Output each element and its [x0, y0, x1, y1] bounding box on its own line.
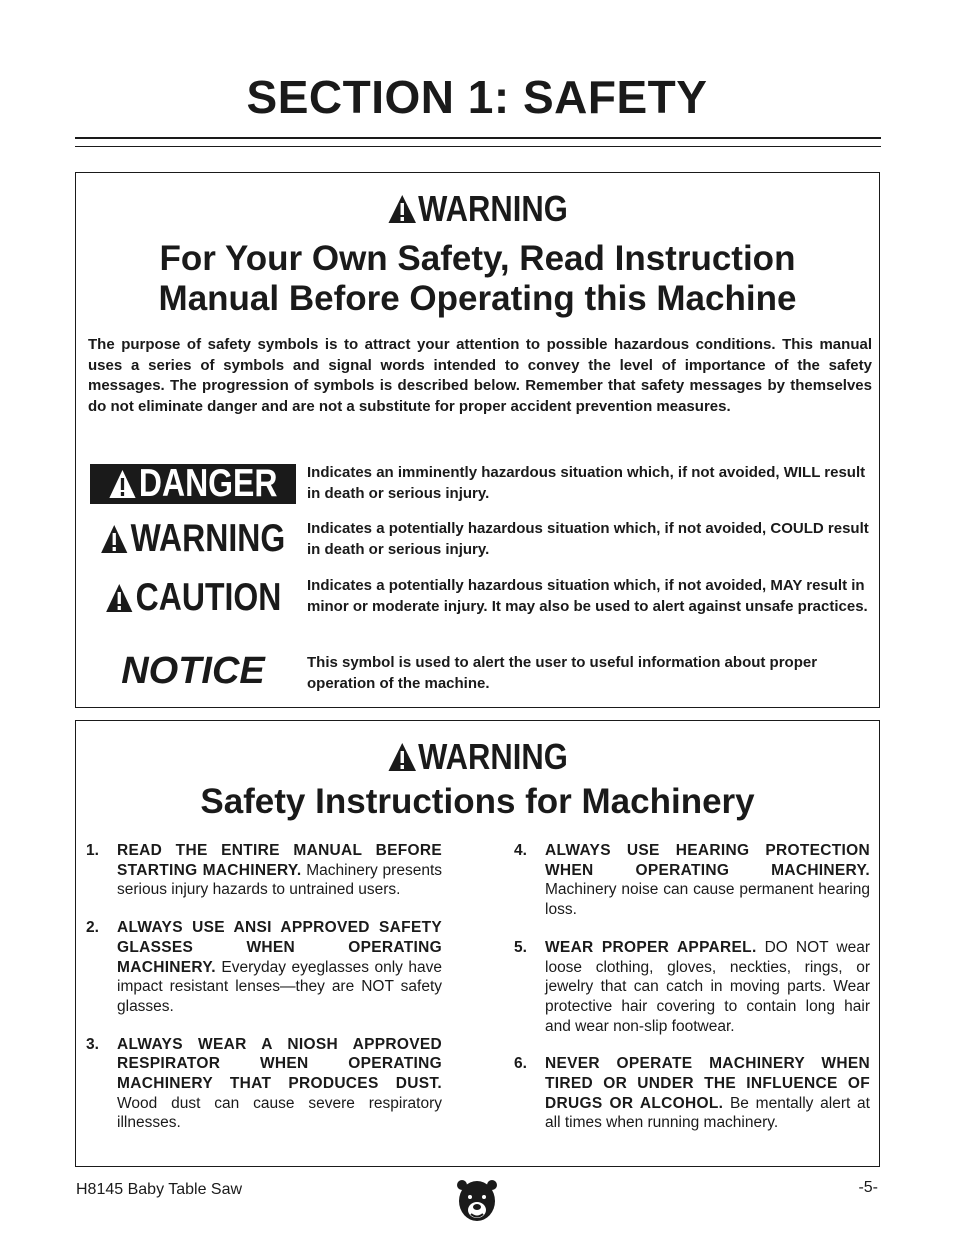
- caution-label-text: CAUTION: [135, 576, 282, 619]
- danger-triangle-icon: [109, 469, 137, 499]
- safety-symbols-box: [75, 172, 880, 708]
- warning-label-text: WARNING: [130, 517, 286, 560]
- item-heading: ALWAYS WEAR A NIOSH APPROVED RESPIRATOR WHEN OPERATING MACHINERY THAT PRODUCES DUST.: [117, 1035, 442, 1093]
- warning-heading-text: WARNING: [418, 188, 568, 229]
- item-number: 4.: [514, 842, 527, 859]
- list-item: [86, 841, 442, 900]
- item-number: 2.: [86, 919, 99, 937]
- warning-heading-text: WARNING: [418, 736, 568, 777]
- item-heading: ALWAYS USE HEARING PROTECTION WHEN OPERATING MACHINERY.: [545, 842, 870, 879]
- item-number: 5.: [514, 938, 527, 956]
- grizzly-bear-logo-icon: [456, 1177, 498, 1223]
- caution-description: Indicates a potentially hazardous situation which, if not avoided, MAY result in minor or moderate injury. It may also be used to alert against unsafe practices.: [307, 577, 868, 615]
- instructions-column-left: [86, 841, 442, 1151]
- subtitle-line-2: Manual Before Operating this Machine: [158, 279, 797, 318]
- item-heading: NEVER OPERATE MACHINERY WHEN TIRED OR UNDER THE INFLUENCE OF DRUGS OR ALCOHOL.: [545, 1055, 870, 1112]
- instructions-column-right: [514, 841, 870, 1151]
- subtitle-line-1: For Your Own Safety, Read Instruction: [159, 239, 796, 278]
- item-heading: READ THE ENTIRE MANUAL BEFORE STARTING MACHINERY.: [117, 842, 442, 879]
- item-number: 6.: [514, 1055, 527, 1073]
- caution-label: [90, 578, 296, 618]
- list-item: [514, 938, 870, 1037]
- warning-label: [90, 519, 296, 559]
- footer-page-number: -5-: [858, 1179, 878, 1196]
- title-rule-thick: [75, 137, 881, 139]
- list-item: [514, 841, 870, 920]
- footer-model: H8145 Baby Table Saw: [76, 1181, 243, 1198]
- danger-label: [90, 464, 296, 504]
- item-heading: ALWAYS USE ANSI APPROVED SAFETY GLASSES WHEN OPERATING MACHINERY.: [117, 919, 442, 976]
- safety-instructions-title: Safety Instructions for Machinery: [200, 782, 755, 821]
- warning-triangle-icon: [387, 194, 416, 224]
- item-body: Be mentally alert at all times when running machinery.: [545, 1094, 870, 1132]
- page-title: SECTION 1: SAFETY: [246, 71, 708, 123]
- danger-label-text: DANGER: [138, 462, 278, 505]
- warning-heading: [132, 189, 823, 229]
- intro-paragraph: The purpose of safety symbols is to attract your attention to possible hazardous conditions. This manual uses a series of symbols and signal words intended to convey the level of importance of the safety messages. The progression of symbols is described below. Remember that safety messages by themselves do not eliminate danger and are not a substitute for proper accident prevention measures.: [88, 336, 872, 415]
- item-number: 3.: [86, 1035, 99, 1053]
- danger-description: Indicates an imminently hazardous situation which, if not avoided, WILL result in death or serious injury.: [307, 464, 866, 502]
- warning-triangle-icon: [387, 742, 416, 772]
- list-item: [86, 918, 442, 1017]
- notice-description: This symbol is used to alert the user to useful information about proper operation of the machine.: [307, 654, 818, 692]
- item-body: Machinery noise can cause permanent hearing loss.: [545, 881, 870, 919]
- warning-heading: [132, 737, 823, 777]
- list-item: [86, 1035, 442, 1134]
- item-body: Everyday eyeglasses only have impact resistant lenses—they are NOT safety glasses.: [117, 958, 442, 1015]
- item-body: Machinery presents serious injury hazards to untrained users.: [117, 861, 443, 899]
- warning-description: Indicates a potentially hazardous situation which, if not avoided, COULD result in death or serious injury.: [307, 520, 869, 558]
- item-number: 1.: [86, 842, 99, 859]
- item-body: DO NOT wear loose clothing, gloves, neckties, rings, or jewelry that can catch in moving parts. Wear protective hair covering to contain long hair and wear non-slip footwear.: [545, 938, 870, 1035]
- caution-triangle-icon: [105, 583, 133, 613]
- notice-label: NOTICE: [121, 649, 265, 692]
- item-heading: WEAR PROPER APPAREL.: [545, 938, 757, 956]
- warning-triangle-icon: [101, 524, 129, 554]
- item-body: Wood dust can cause severe respiratory illnesses.: [117, 1094, 442, 1132]
- list-item: [514, 1054, 870, 1133]
- machinery-safety-box: [75, 720, 880, 1167]
- title-rule-thin: [75, 146, 881, 147]
